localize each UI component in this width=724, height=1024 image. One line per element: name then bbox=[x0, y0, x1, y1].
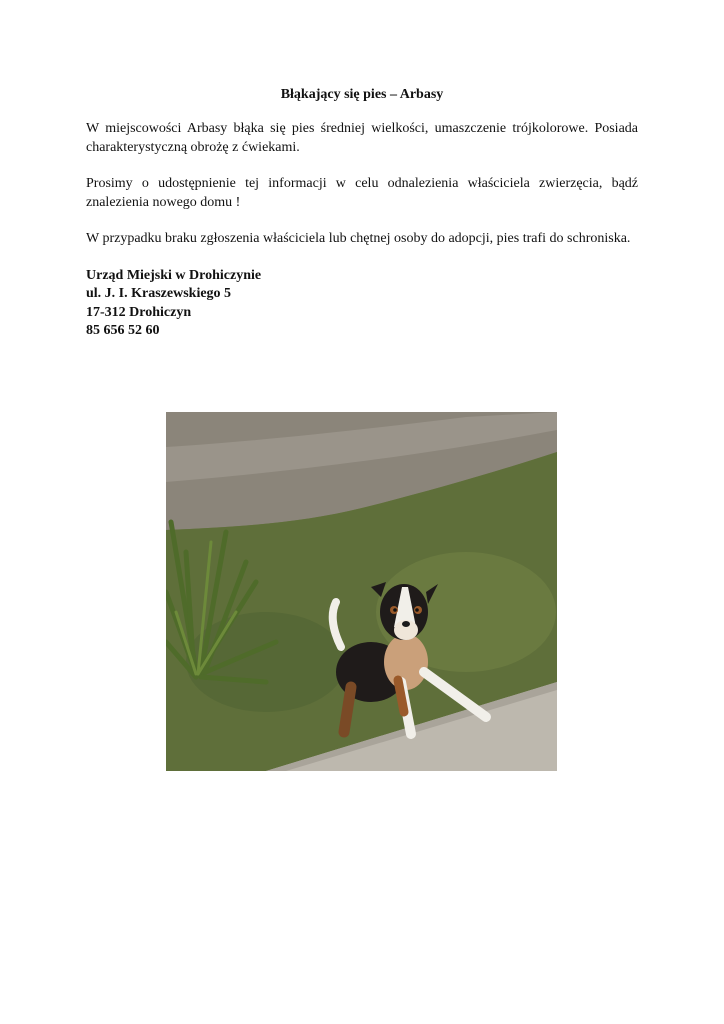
document-title: Błąkający się pies – Arbasy bbox=[280, 87, 444, 102]
contact-street: ul. J. I. Kraszewskiego 5 bbox=[86, 286, 232, 301]
contact-office: Urząd Miejski w Drohiczynie bbox=[86, 267, 262, 283]
contact-postal: 17-312 Drohiczyn bbox=[86, 304, 192, 320]
contact-phone: 85 656 52 60 bbox=[86, 323, 160, 338]
paragraph-shelter: W przypadku braku zgłoszenia właściciela lub chętnej osoby do adopcji, pies trafi do schroniska. bbox=[86, 231, 631, 246]
dog-photo bbox=[166, 412, 557, 771]
paragraph-request: Prosimy o udostępnienie tej informacji w celu odnalezienia właściciela zwierzęcia, bądź znalezienia nowego domu ! bbox=[86, 176, 638, 210]
paragraph-description: W miejscowości Arbasy błąka się pies średniej wielkości, umaszczenie trójkolorowe. Posiada charakterystyczną obrożę z ćwiekami. bbox=[86, 121, 638, 155]
document-page bbox=[86, 86, 638, 341]
contact-block bbox=[86, 267, 638, 341]
